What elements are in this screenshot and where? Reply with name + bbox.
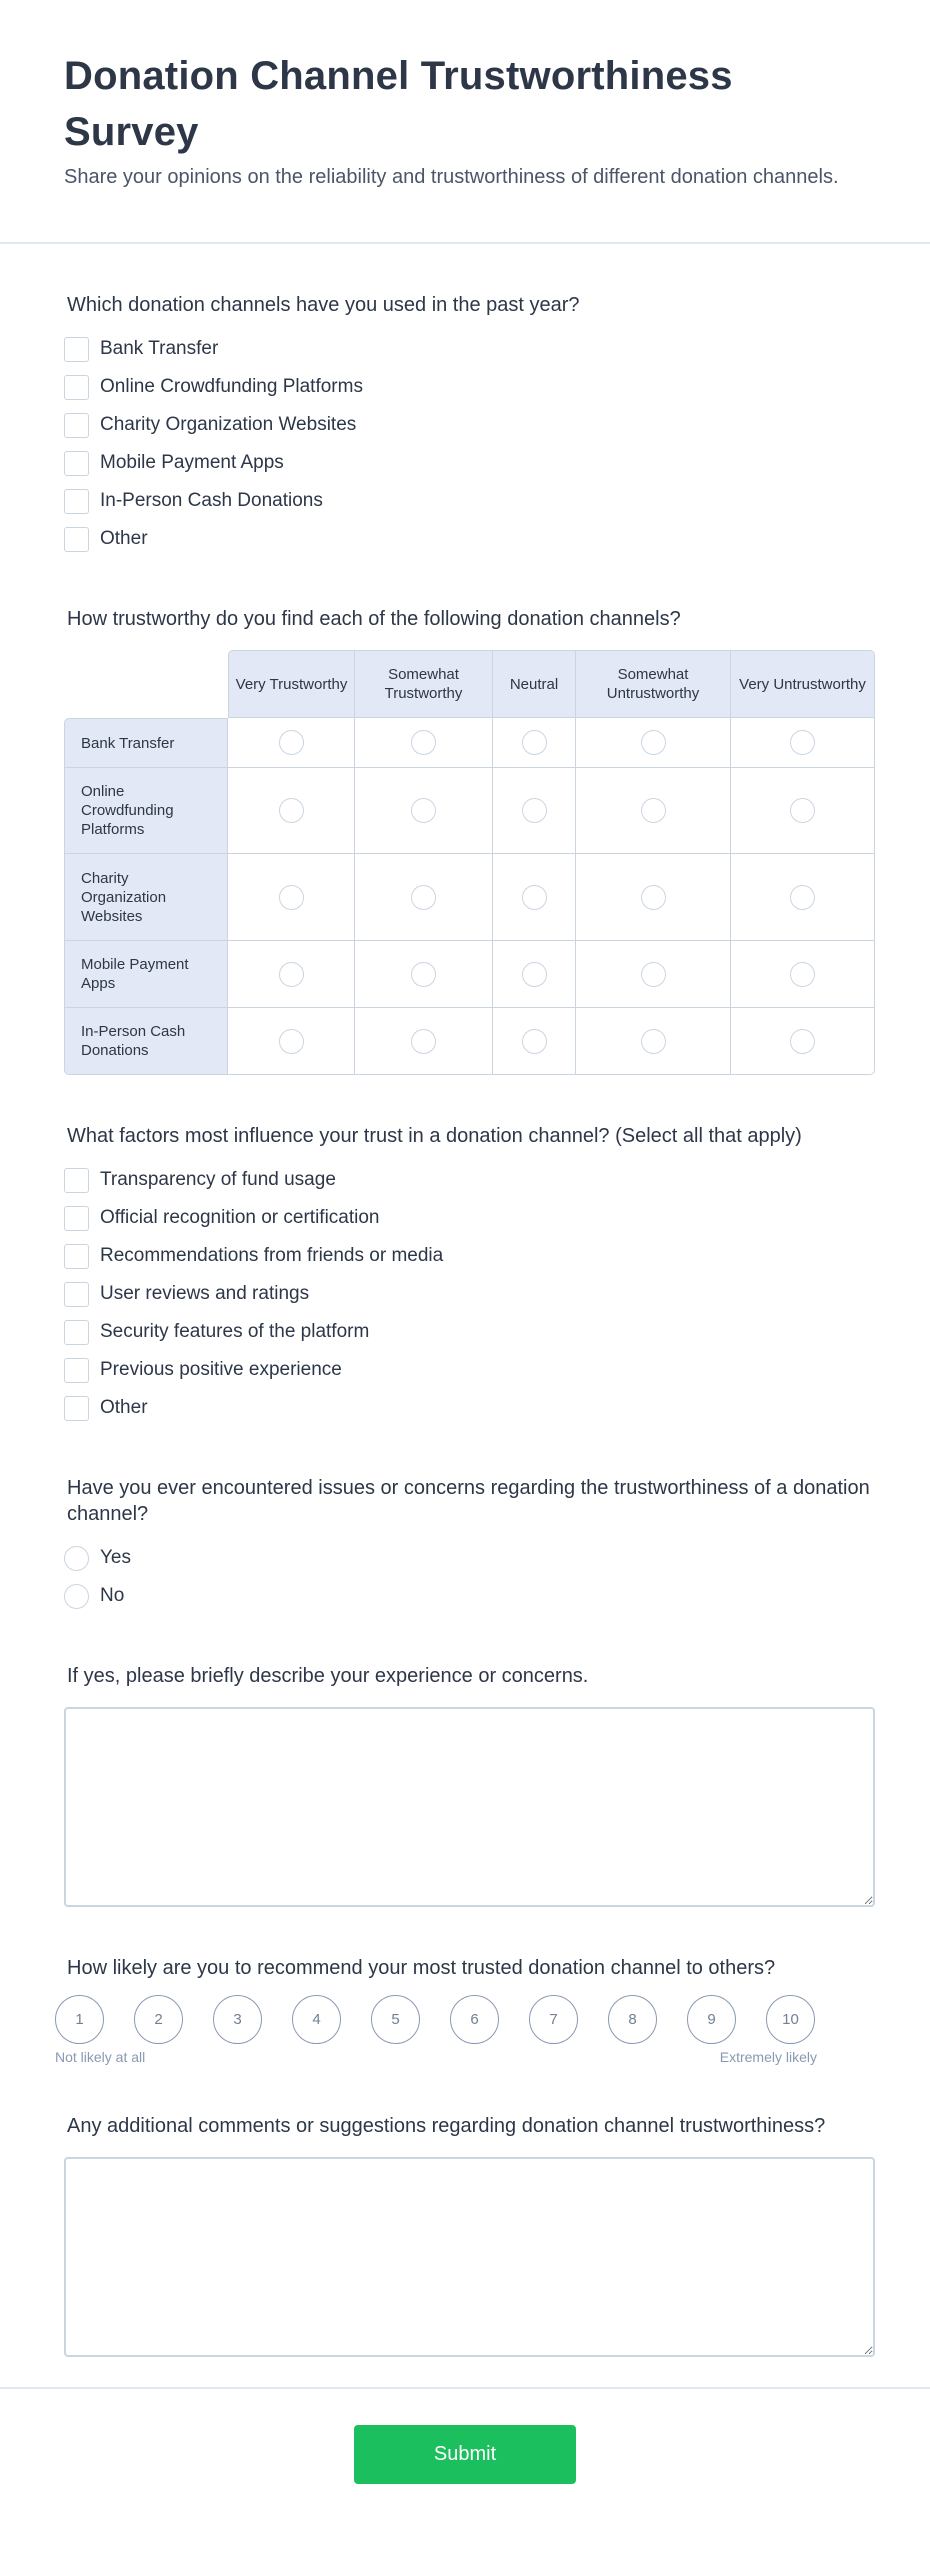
question-describe-concerns (64, 1615, 875, 1907)
matrix-row-header: Charity Organization Websites (64, 854, 228, 941)
option-label: User reviews and ratings (100, 1283, 310, 1304)
comments-textarea[interactable] (64, 2157, 875, 2357)
checkbox-option[interactable] (64, 330, 875, 368)
checkbox-option[interactable] (64, 1237, 875, 1275)
scale-max-label: Extremely likely (719, 2049, 817, 2065)
matrix-row (64, 854, 875, 941)
matrix-row-header: Online Crowdfunding Platforms (64, 768, 228, 854)
matrix-column-header: Very Untrustworthy (731, 650, 875, 718)
option-label: Recommendations from friends or media (100, 1245, 444, 1266)
scale-option[interactable]: 3 (213, 1995, 262, 2044)
question-trust-factors (64, 1075, 875, 1427)
option-label: Security features of the platform (100, 1321, 370, 1342)
matrix-row-header: In-Person Cash Donations (64, 1008, 228, 1075)
radio-group (64, 1539, 875, 1615)
matrix-radio[interactable] (411, 885, 436, 910)
matrix-row (64, 941, 875, 1008)
matrix-radio[interactable] (279, 730, 304, 755)
checkbox-option[interactable] (64, 482, 875, 520)
scale-option[interactable]: 5 (371, 1995, 420, 2044)
scale-option[interactable]: 8 (608, 1995, 657, 2044)
matrix-radio[interactable] (279, 1029, 304, 1054)
question-label: Any additional comments or suggestions regarding donation channel trustworthiness? (67, 2115, 826, 2137)
checkbox-option[interactable] (64, 1161, 875, 1199)
radio-option-yes[interactable] (64, 1539, 875, 1577)
option-label: Other (100, 528, 148, 549)
checkbox[interactable] (64, 1168, 89, 1193)
radio-option-no[interactable] (64, 1577, 875, 1615)
option-label: Official recognition or certification (100, 1207, 380, 1228)
matrix-radio[interactable] (641, 962, 666, 987)
matrix-column-header: Somewhat Trustworthy (355, 650, 493, 718)
question-label: How likely are you to recommend your most trusted donation channel to others? (67, 1957, 776, 1979)
matrix-row-header: Bank Transfer (64, 718, 228, 768)
option-label: Yes (100, 1547, 131, 1568)
question-trust-matrix (64, 558, 875, 1075)
matrix-radio[interactable] (279, 798, 304, 823)
option-label: Bank Transfer (100, 338, 219, 359)
scale-labels (55, 2049, 817, 2065)
page-subtitle: Share your opinions on the reliability and trustworthiness of different donation channels. (64, 166, 839, 188)
concerns-textarea[interactable] (64, 1707, 875, 1907)
matrix-column-header: Very Trustworthy (228, 650, 355, 718)
checkbox-option[interactable] (64, 1389, 875, 1427)
question-label: Have you ever encountered issues or concerns regarding the trustworthiness of a donation channel? (67, 1477, 870, 1525)
matrix-radio[interactable] (522, 885, 547, 910)
matrix-radio[interactable] (411, 730, 436, 755)
survey-form (0, 244, 930, 2357)
checkbox-option[interactable] (64, 1199, 875, 1237)
checkbox[interactable] (64, 1244, 89, 1269)
option-label: Mobile Payment Apps (100, 452, 284, 473)
checkbox[interactable] (64, 1206, 89, 1231)
matrix-radio[interactable] (790, 1029, 815, 1054)
rating-scale (55, 1995, 875, 2044)
checkbox[interactable] (64, 1282, 89, 1307)
question-recommend-likelihood (55, 1907, 875, 2065)
scale-option[interactable]: 9 (687, 1995, 736, 2044)
radio-button[interactable] (64, 1584, 89, 1609)
matrix-radio[interactable] (522, 730, 547, 755)
question-label: Which donation channels have you used in the past year? (67, 294, 580, 316)
question-label: If yes, please briefly describe your experience or concerns. (67, 1665, 589, 1687)
option-label: Charity Organization Websites (100, 414, 357, 435)
question-channels-used (64, 244, 875, 558)
matrix-radio[interactable] (641, 885, 666, 910)
checkbox-option[interactable] (64, 1351, 875, 1389)
scale-option[interactable]: 1 (55, 1995, 104, 2044)
matrix-column-header: Somewhat Untrustworthy (576, 650, 731, 718)
matrix-radio[interactable] (641, 1029, 666, 1054)
checkbox[interactable] (64, 527, 89, 552)
matrix-radio[interactable] (411, 962, 436, 987)
matrix-radio[interactable] (790, 962, 815, 987)
matrix-row (64, 718, 875, 768)
option-label: Transparency of fund usage (100, 1169, 336, 1190)
checkbox[interactable] (64, 375, 89, 400)
checkbox[interactable] (64, 413, 89, 438)
radio-button[interactable] (64, 1546, 89, 1571)
checkbox[interactable] (64, 1358, 89, 1383)
checkbox[interactable] (64, 1396, 89, 1421)
page-title: Donation Channel Trustworthiness Survey (64, 54, 733, 154)
matrix-radio[interactable] (411, 1029, 436, 1054)
option-label: Previous positive experience (100, 1359, 342, 1380)
matrix-radio[interactable] (522, 962, 547, 987)
matrix-radio[interactable] (411, 798, 436, 823)
scale-option[interactable]: 4 (292, 1995, 341, 2044)
submit-button[interactable]: Submit (354, 2425, 576, 2484)
matrix-radio[interactable] (279, 885, 304, 910)
matrix-radio[interactable] (641, 798, 666, 823)
scale-min-label: Not likely at all (55, 2049, 146, 2065)
matrix-row (64, 768, 875, 854)
option-label: In-Person Cash Donations (100, 490, 323, 511)
question-label: How trustworthy do you find each of the following donation channels? (67, 608, 681, 630)
matrix-row (64, 1008, 875, 1075)
checkbox[interactable] (64, 1320, 89, 1345)
matrix-row-header: Mobile Payment Apps (64, 941, 228, 1008)
checkbox[interactable] (64, 451, 89, 476)
survey-header (0, 0, 930, 244)
checkbox-option[interactable] (64, 368, 875, 406)
question-encountered-issues (64, 1427, 875, 1615)
checkbox-option[interactable] (64, 1313, 875, 1351)
option-label: Online Crowdfunding Platforms (100, 376, 363, 397)
checkbox[interactable] (64, 489, 89, 514)
matrix-radio[interactable] (522, 798, 547, 823)
checkbox-group (64, 1161, 875, 1427)
option-label: Other (100, 1397, 148, 1418)
scale-option[interactable]: 10 (766, 1995, 815, 2044)
matrix-radio[interactable] (279, 962, 304, 987)
checkbox-option[interactable] (64, 1275, 875, 1313)
question-label: What factors most influence your trust in a donation channel? (Select all that apply) (67, 1125, 802, 1147)
rating-matrix (64, 650, 875, 1075)
matrix-radio[interactable] (641, 730, 666, 755)
question-additional-comments (64, 2065, 875, 2357)
checkbox-option[interactable] (64, 406, 875, 444)
scale-option[interactable]: 7 (529, 1995, 578, 2044)
checkbox-option[interactable] (64, 520, 875, 558)
matrix-radio[interactable] (790, 798, 815, 823)
checkbox[interactable] (64, 337, 89, 362)
matrix-radio[interactable] (790, 885, 815, 910)
option-label: No (100, 1585, 125, 1606)
checkbox-group (64, 330, 875, 558)
matrix-corner (64, 650, 228, 718)
form-footer (0, 2387, 930, 2524)
matrix-column-header: Neutral (493, 650, 576, 718)
scale-option[interactable]: 6 (450, 1995, 499, 2044)
checkbox-option[interactable] (64, 444, 875, 482)
matrix-radio[interactable] (522, 1029, 547, 1054)
scale-option[interactable]: 2 (134, 1995, 183, 2044)
matrix-radio[interactable] (790, 730, 815, 755)
